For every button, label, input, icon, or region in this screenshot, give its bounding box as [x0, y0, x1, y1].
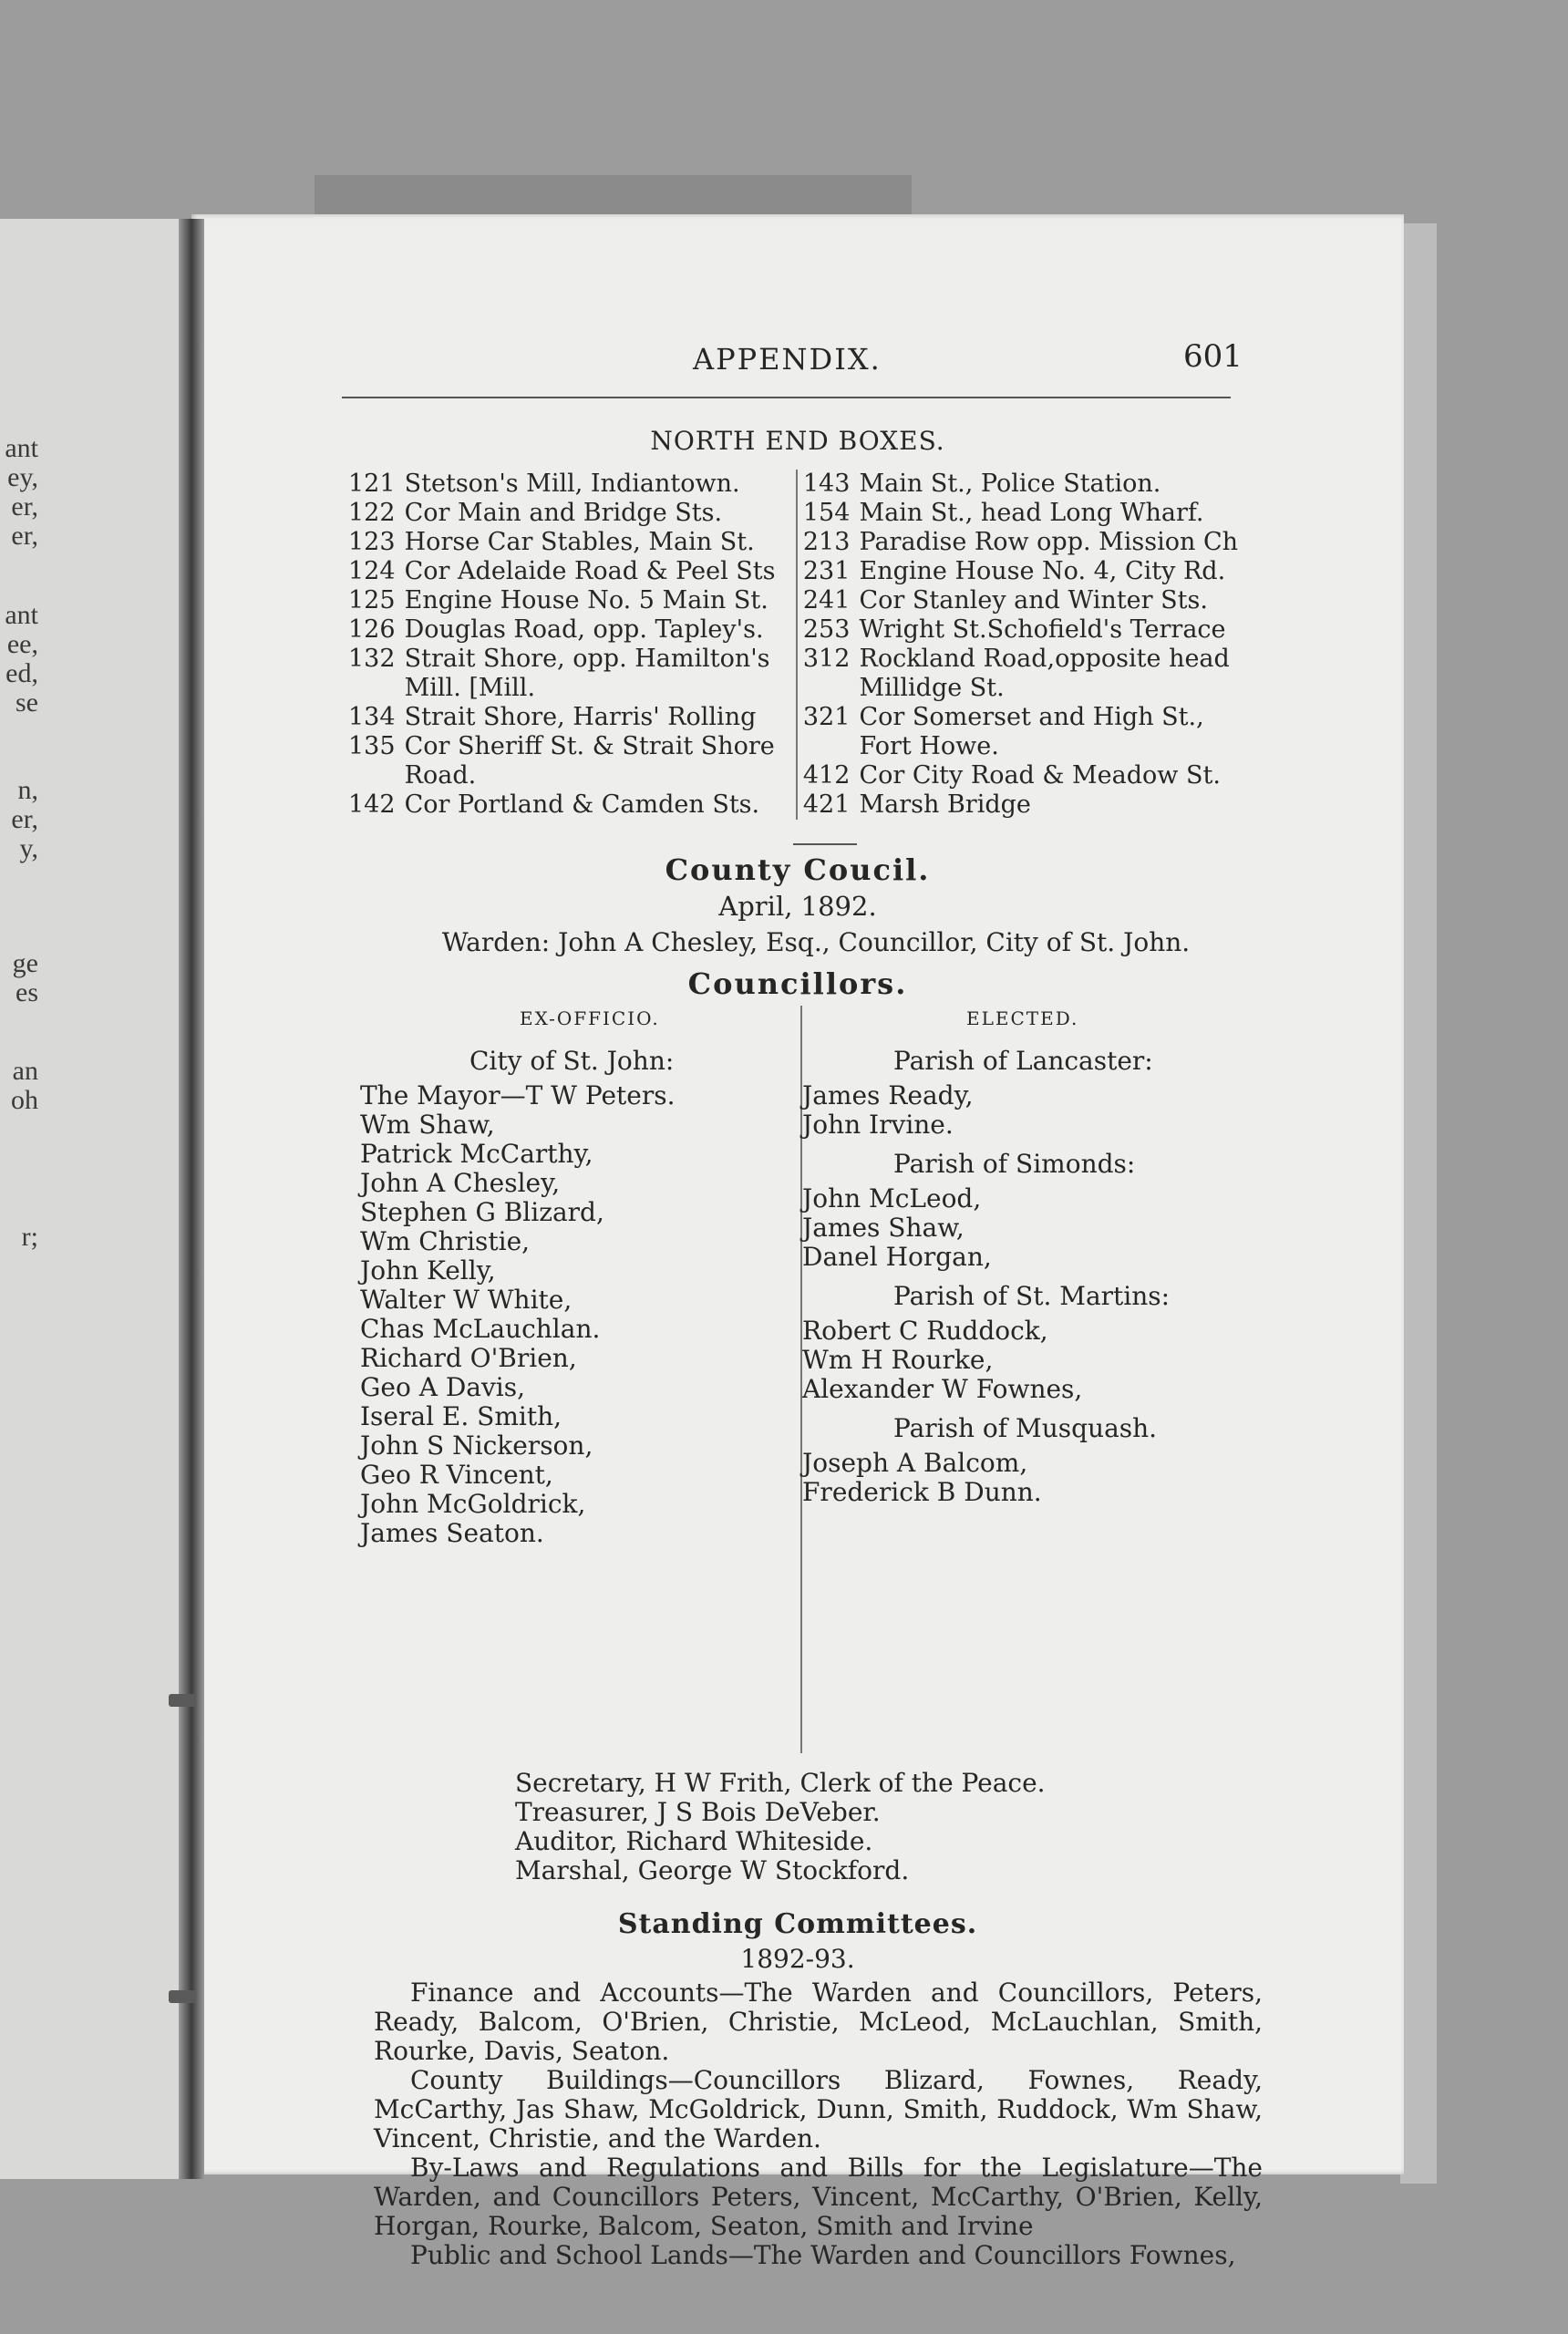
- box-location: Engine House No. 4, City Rd.: [859, 557, 1226, 585]
- box-number: 213: [802, 528, 851, 556]
- box-number: 124: [348, 557, 396, 585]
- binding-clip: [169, 1990, 196, 2003]
- box-number: 125: [348, 586, 396, 614]
- left-fragment: se: [15, 687, 38, 718]
- box-row: [348, 615, 1251, 645]
- ex-officio-list: [360, 1081, 798, 1548]
- left-page-edge: [0, 219, 191, 2179]
- councillor-name: Wm H Rourke,: [802, 1345, 994, 1375]
- box-row: [348, 761, 1251, 790]
- councillor-name: Wm Shaw,: [360, 1110, 495, 1140]
- officer-line: Auditor, Richard Whiteside.: [515, 1826, 873, 1856]
- councillor-name: Frederick B Dunn.: [802, 1477, 1042, 1507]
- box-location: Cor Stanley and Winter Sts.: [859, 586, 1208, 614]
- box-location: Stetson's Mill, Indiantown.: [405, 470, 797, 499]
- box-row: [348, 528, 1251, 557]
- box-row: [348, 586, 1251, 615]
- left-fragment: es: [15, 977, 38, 1007]
- councillor-name: Robert C Ruddock,: [802, 1316, 1048, 1346]
- councillor-name: Stephen G Blizard,: [360, 1197, 604, 1227]
- box-location: Millidge St.: [859, 674, 1005, 702]
- elected-list: [802, 1449, 1212, 1507]
- box-location: Cor Portland & Camden Sts.: [405, 790, 797, 820]
- box-row: [348, 732, 1251, 761]
- councillor-name: The Mayor—T W Peters.: [360, 1080, 676, 1110]
- county-council-date: April, 1892.: [718, 891, 877, 922]
- box-location: Main St., head Long Wharf.: [859, 499, 1204, 527]
- box-number: 122: [348, 499, 396, 527]
- box-number: 154: [802, 499, 851, 527]
- box-number: 123: [348, 528, 396, 556]
- box-location: Horse Car Stables, Main St.: [405, 528, 797, 557]
- councillor-name: Patrick McCarthy,: [360, 1139, 593, 1169]
- box-number: 253: [802, 615, 851, 644]
- committees-text: [374, 1978, 1263, 2270]
- box-number: 241: [802, 586, 851, 614]
- document-page: [191, 214, 1404, 2270]
- councillor-name: Iseral E. Smith,: [360, 1401, 562, 1431]
- elected-list: [802, 1317, 1212, 1404]
- councillor-name: James Ready,: [802, 1080, 974, 1110]
- left-fragment: ee,: [6, 629, 38, 659]
- box-location: Fort Howe.: [859, 732, 999, 760]
- box-number: 135: [348, 732, 396, 760]
- box-location: Strait Shore, Harris' Rolling: [405, 703, 797, 732]
- left-fragment: ant: [5, 600, 38, 630]
- box-row: [348, 790, 1251, 820]
- left-fragment: er,: [11, 491, 38, 522]
- left-fragment: ge: [12, 948, 38, 978]
- box-location: Rockland Road,opposite head: [859, 645, 1230, 673]
- councillor-name: Geo A Davis,: [360, 1372, 526, 1402]
- elected-list: [802, 1184, 1212, 1272]
- box-number: 412: [802, 761, 851, 790]
- councillor-name: Chas McLauchlan.: [360, 1314, 601, 1344]
- box-number: [797, 732, 860, 761]
- councillor-name: Walter W White,: [360, 1285, 573, 1315]
- box-location: Road.: [405, 761, 797, 790]
- box-location: Cor Main and Bridge Sts.: [405, 499, 797, 528]
- left-fragment: er,: [11, 804, 38, 834]
- parish-heading: Parish of Simonds:: [893, 1149, 1136, 1179]
- elected-list: [802, 1081, 1212, 1140]
- box-number: [348, 761, 405, 790]
- committee-paragraph: Finance and Accounts—The Warden and Councillors, Peters, Ready, Balcom, O'Brien, Christie, McLeod, McLauchlan, Smith, Rourke, Davis, Seaton.: [374, 1978, 1263, 2066]
- councillor-name: John A Chesley,: [360, 1168, 561, 1198]
- left-fragment: ed,: [5, 658, 38, 688]
- councillor-name: John S Nickerson,: [360, 1430, 593, 1461]
- elected-column: [802, 1007, 1212, 1507]
- box-number: 421: [802, 790, 851, 819]
- box-row: [348, 470, 1251, 499]
- left-fragment: n,: [17, 775, 38, 805]
- box-location: Cor Sheriff St. & Strait Shore: [405, 732, 797, 761]
- box-number: [348, 674, 405, 703]
- standing-committees-year: 1892-93.: [740, 1944, 855, 1974]
- councillor-name: John McLeod,: [802, 1183, 982, 1213]
- header-rule: [342, 397, 1231, 398]
- officers-list: [515, 1769, 1244, 1885]
- parish-heading: Parish of Lancaster:: [893, 1046, 1153, 1076]
- box-number: 126: [348, 615, 396, 644]
- councillor-name: Alexander W Fownes,: [802, 1374, 1083, 1404]
- box-location: Cor Adelaide Road & Peel Sts: [405, 557, 797, 586]
- warden-line: Warden: John A Chesley, Esq., Councillor, City of St. John.: [441, 927, 1191, 957]
- book-edge-right: [1400, 223, 1437, 2184]
- councillor-name: John Kelly,: [360, 1255, 496, 1286]
- box-number: 121: [348, 470, 396, 498]
- councillor-name: Wm Christie,: [360, 1226, 531, 1256]
- elected-label: ELECTED.: [966, 1007, 1079, 1029]
- page-number: 601: [1183, 338, 1243, 375]
- committee-paragraph: By-Laws and Regulations and Bills for the Legislature—The Warden, and Councillors Peters, Vincent, McCarthy, O'Brien, Kelly, Horgan, Rourke, Balcom, Seaton, Smith and Irvine: [374, 2153, 1263, 2241]
- box-row: [348, 499, 1251, 528]
- left-fragment: y,: [19, 833, 38, 863]
- box-location: Cor Somerset and High St.,: [859, 703, 1204, 731]
- left-fragment: r;: [21, 1222, 38, 1252]
- councillor-name: Joseph A Balcom,: [802, 1448, 1028, 1478]
- parish-heading: Parish of Musquash.: [893, 1413, 1158, 1443]
- standing-committees-title: Standing Committees.: [617, 1908, 978, 1940]
- officer-line: Marshal, George W Stockford.: [515, 1855, 910, 1885]
- parish-heading: Parish of St. Martins:: [893, 1281, 1171, 1311]
- councillor-name: James Shaw,: [802, 1213, 965, 1243]
- box-location: Douglas Road, opp. Tapley's.: [405, 615, 797, 645]
- box-location: Wright St.Schofield's Terrace: [859, 615, 1226, 644]
- box-row: [348, 645, 1251, 674]
- north-end-boxes-table: [348, 470, 1251, 820]
- left-fragment: oh: [11, 1085, 38, 1115]
- book-gutter: [179, 219, 204, 2179]
- councillors-title: Councillors.: [687, 966, 908, 1001]
- councillor-name: Geo R Vincent,: [360, 1460, 553, 1490]
- county-council-title: County Coucil.: [665, 852, 931, 887]
- box-location: Engine House No. 5 Main St.: [405, 586, 797, 615]
- box-number: [797, 674, 860, 703]
- box-location: Paradise Row opp. Mission Ch: [859, 528, 1239, 556]
- box-number: 231: [802, 557, 851, 585]
- box-location: Strait Shore, opp. Hamilton's: [405, 645, 797, 674]
- left-fragment: an: [12, 1056, 38, 1086]
- box-number: 134: [348, 703, 396, 731]
- box-row: [348, 703, 1251, 732]
- box-number: 132: [348, 645, 396, 673]
- officer-line: Treasurer, J S Bois DeVeber.: [515, 1797, 881, 1827]
- box-location: Marsh Bridge: [859, 790, 1031, 819]
- councillor-name: John Irvine.: [802, 1110, 954, 1140]
- box-number: 312: [802, 645, 851, 673]
- box-location: Mill. [Mill.: [405, 674, 797, 703]
- left-fragment: ant: [5, 433, 38, 463]
- ex-officio-label: EX-OFFICIO.: [520, 1007, 660, 1029]
- committee-paragraph: County Buildings—Councillors Blizard, Fownes, Ready, McCarthy, Jas Shaw, McGoldrick, Dunn, Smith, Ruddock, Wm Shaw, Vincent, Christie, and the Warden.: [374, 2065, 1263, 2153]
- north-end-heading: NORTH END BOXES.: [650, 426, 945, 456]
- councillor-name: Richard O'Brien,: [360, 1343, 577, 1373]
- ex-officio-column: [360, 1007, 798, 1548]
- box-number: 142: [348, 790, 396, 819]
- box-number: 143: [802, 470, 851, 498]
- parish-heading: City of St. John:: [469, 1046, 675, 1076]
- box-number: 321: [802, 703, 851, 731]
- left-fragment: er,: [11, 521, 38, 551]
- councillor-name: James Seaton.: [360, 1518, 544, 1548]
- left-fragment: ey,: [7, 462, 38, 492]
- box-row: [348, 674, 1251, 703]
- box-row: [348, 557, 1251, 586]
- officer-line: Secretary, H W Frith, Clerk of the Peace.: [515, 1768, 1046, 1798]
- running-header: APPENDIX.: [693, 342, 882, 377]
- box-location: Cor City Road & Meadow St.: [859, 761, 1221, 790]
- box-location: Main St., Police Station.: [859, 470, 1161, 498]
- book-edge-top: [315, 175, 912, 219]
- binding-clip: [169, 1694, 196, 1707]
- committee-paragraph: Public and School Lands—The Warden and Councillors Fownes,: [410, 2240, 1236, 2270]
- section-divider: [793, 843, 857, 845]
- councillor-name: Danel Horgan,: [802, 1242, 992, 1272]
- councillor-name: John McGoldrick,: [360, 1489, 586, 1519]
